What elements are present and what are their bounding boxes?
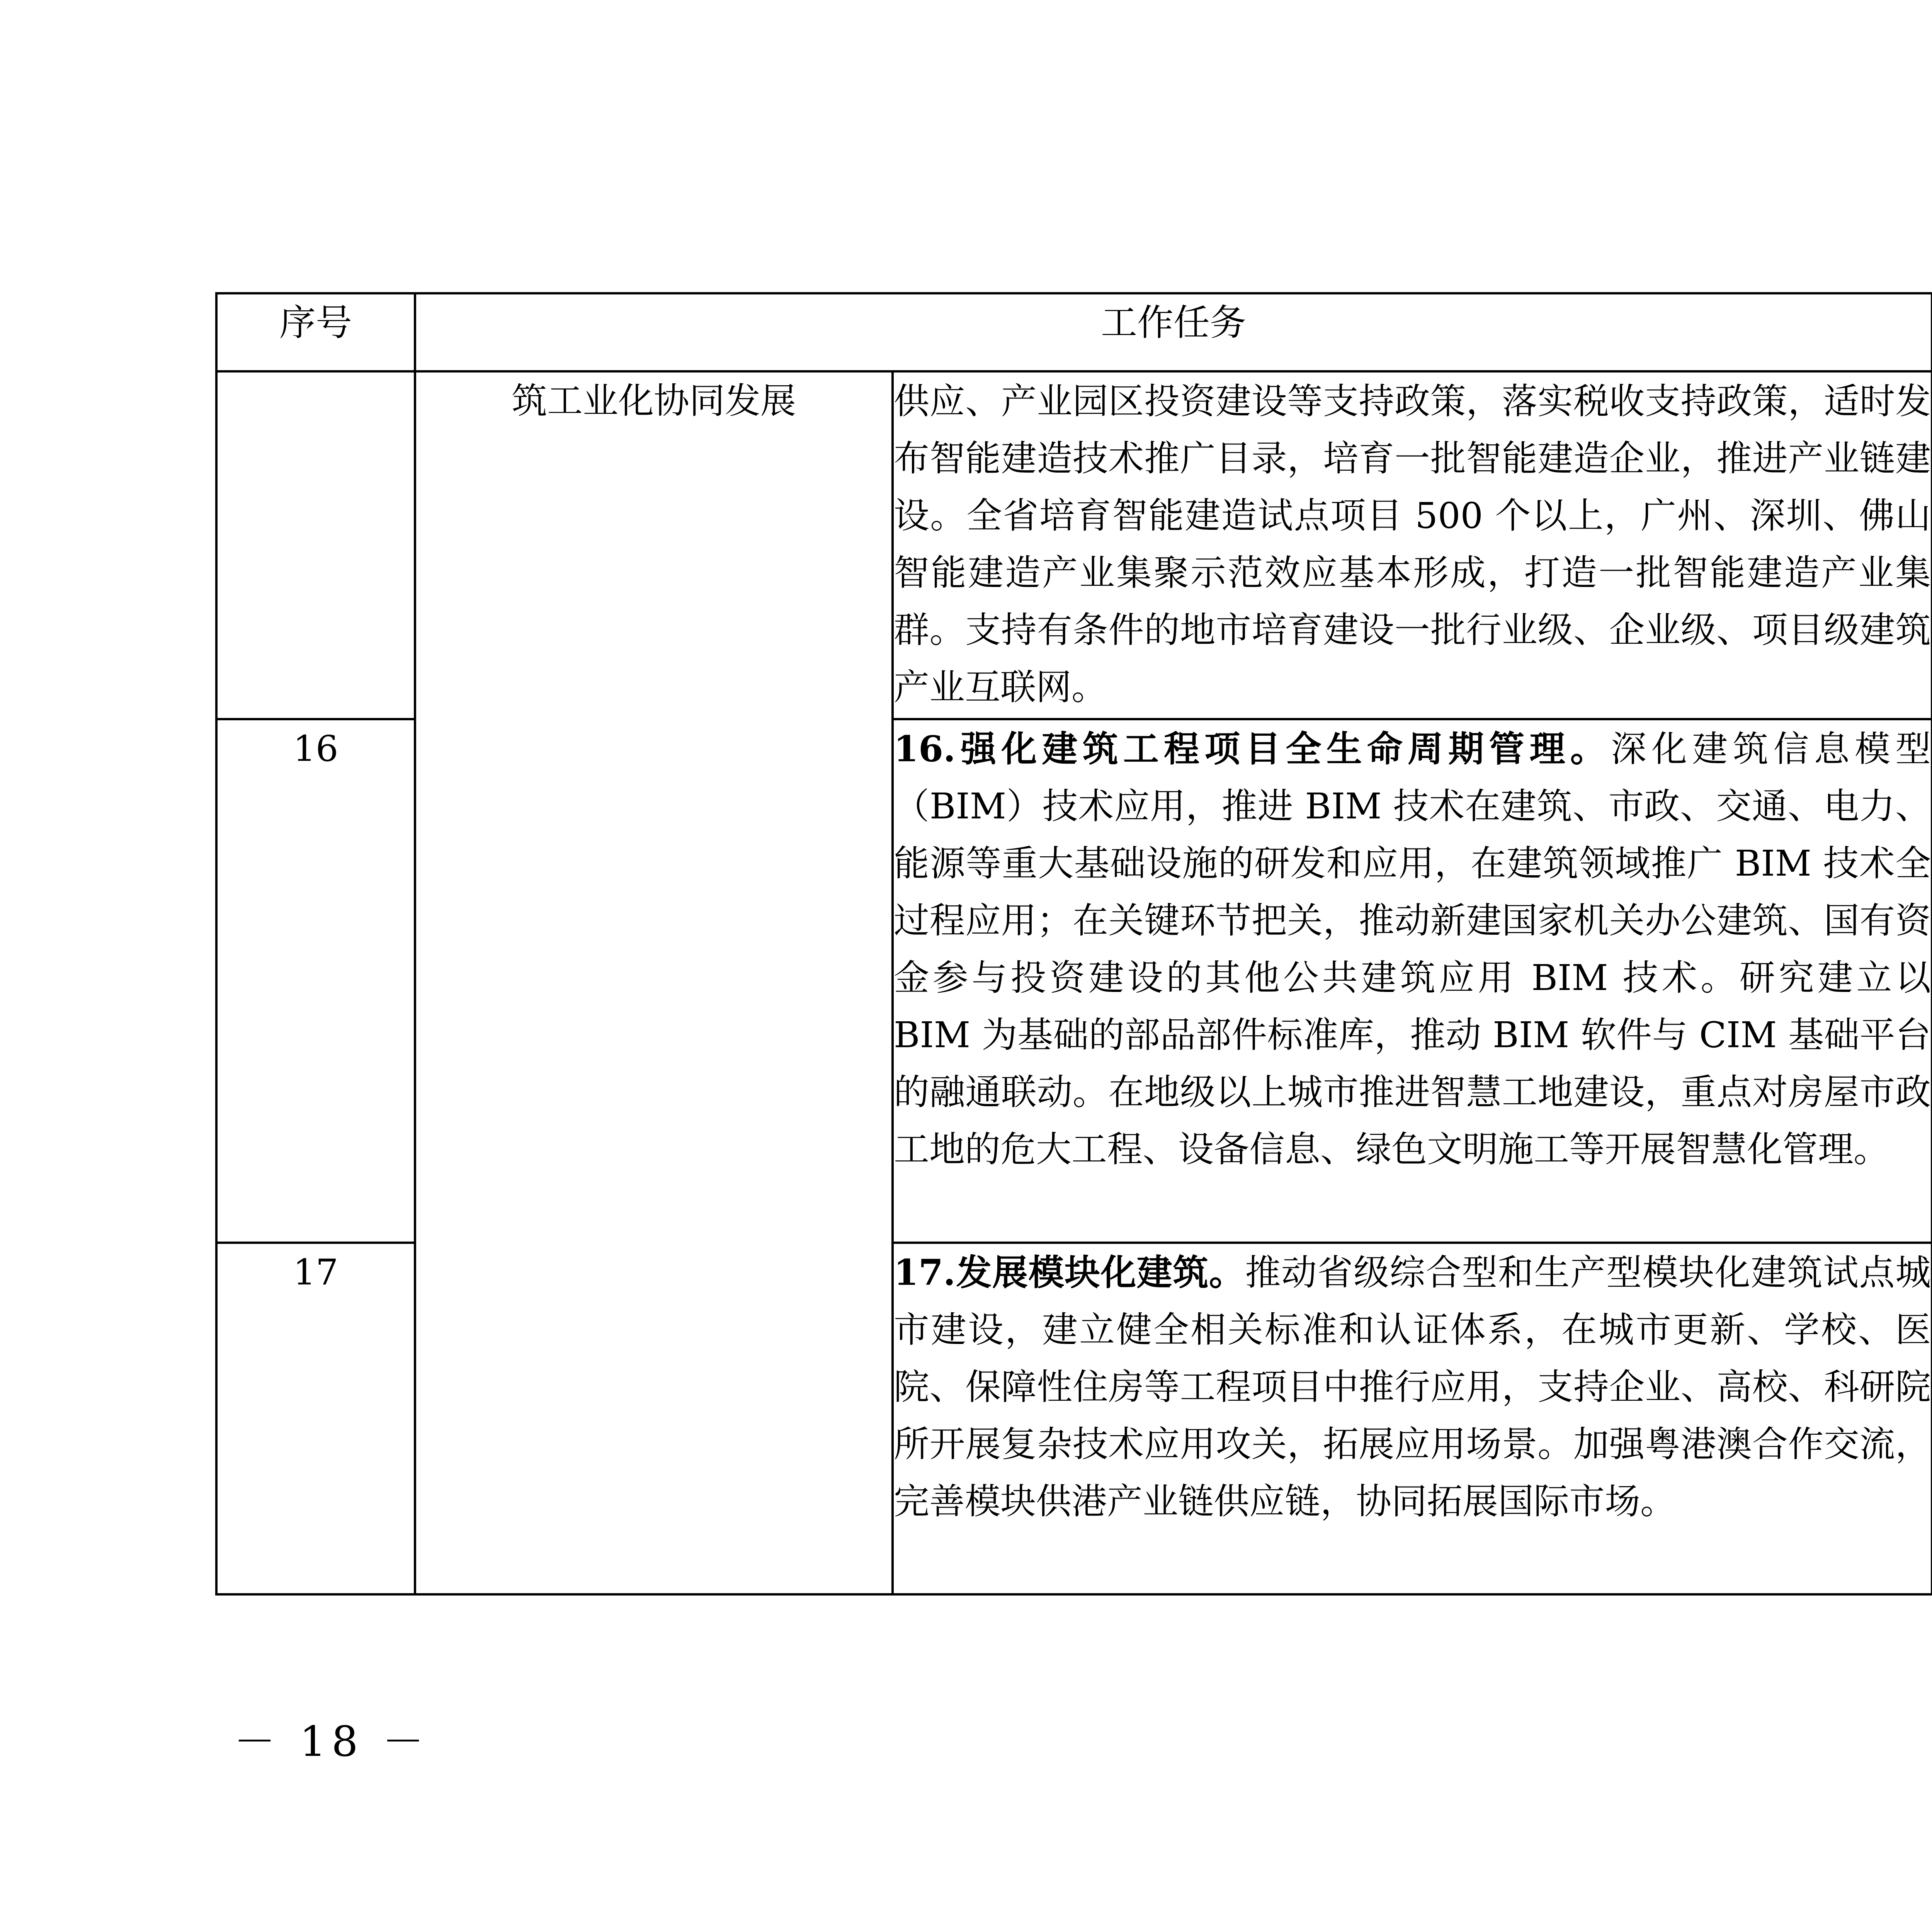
task-cell: [893, 719, 1932, 1243]
row-seq: 16: [216, 719, 415, 1243]
task-body: 供应、产业园区投资建设等支持政策，落实税收支持政策，适时发布智能建造技术推广目录，培育一批智能建造企业，推进产业链建设。全省培育智能建造试点项目 500 个以上，广州、深圳、佛山智能建造产业集聚示范效应基本形成，打造一批智能建造产业集群。支持有条件的地市培育建设一批行业级、企业级、项目级建筑产业互联网。: [894, 381, 1931, 708]
table-header-row: [216, 293, 1932, 371]
row-seq: [216, 371, 415, 719]
category-cell: 筑工业化协同发展: [415, 371, 893, 1594]
header-task: 工作任务: [415, 293, 1932, 371]
table-row: [216, 371, 1932, 719]
task-table-container: [215, 292, 1932, 1596]
task-body: 深化建筑信息模型（BIM）技术应用，推进 BIM 技术在建筑、市政、交通、电力、能源等重大基础设施的研发和应用，在建筑领域推广 BIM 技术全过程应用；在关键环节把关，推动新建国家机关办公建筑、国有资金参与投资建设的其他公共建筑应用 BIM 技术。研究建立以 BIM 为基础的部品部件标准库，推动 BIM 软件与 CIM 基础平台的融通联动。在地级以上城市推进智慧工地建设，重点对房屋市政工地的危大工程、设备信息、绿色文明施工等开展智慧化管理。: [894, 728, 1931, 1170]
task-table: [215, 292, 1932, 1596]
task-cell: [893, 371, 1932, 719]
header-seq: 序号: [216, 293, 415, 371]
row-seq: 17: [216, 1243, 415, 1594]
task-body: 推动省级综合型和生产型模块化建筑试点城市建设，建立健全相关标准和认证体系，在城市更新、学校、医院、保障性住房等工程项目中推行应用，支持企业、高校、科研院所开展复杂技术应用攻关，拓展应用场景。加强粤港澳合作交流，完善模块供港产业链供应链，协同拓展国际市场。: [894, 1252, 1931, 1522]
task-cell: [893, 1243, 1932, 1594]
page-number: － 18 －: [234, 1718, 430, 1766]
task-title: 16.强化建筑工程项目全生命周期管理。: [894, 728, 1611, 770]
task-title: 17.发展模块化建筑。: [894, 1252, 1245, 1293]
